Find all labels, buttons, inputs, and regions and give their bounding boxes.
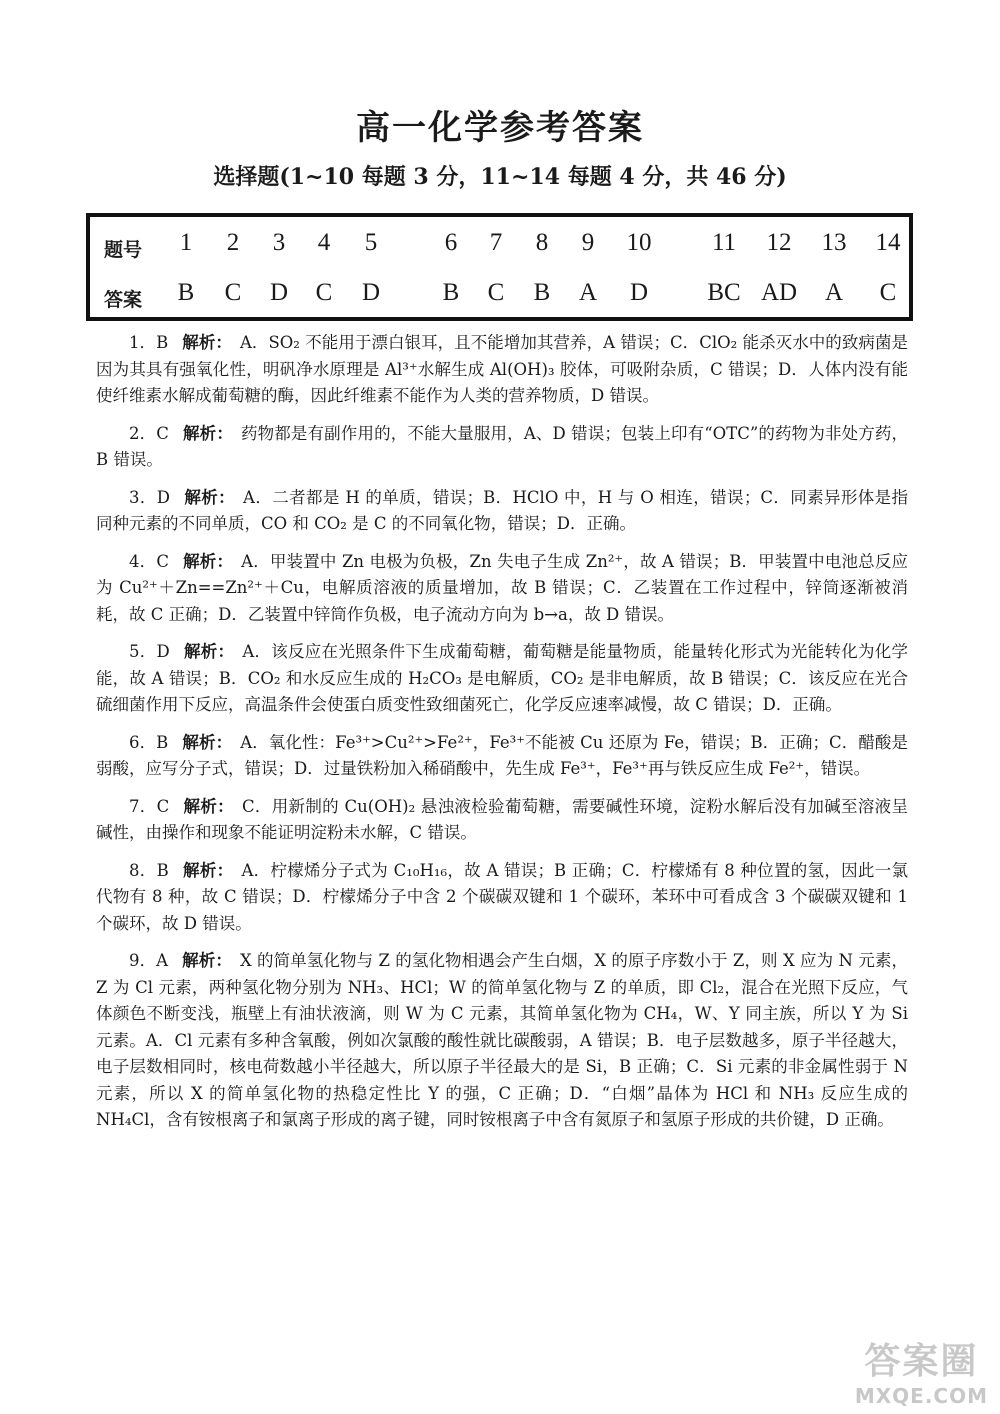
question-number: 4 xyxy=(317,229,331,256)
analysis-text: X 的简单氢化物与 Z 的氢化物相遇会产生白烟，X 的原子序数小于 Z，则 X 应为 N 元素，Z 为 Cl 元素，两种氢化物分别为 NH₃、HCl；W 的简单氢化物与 Z 的单质，即 Cl₂，混合在光照下反应，气体颜色不断变浅，瓶壁上有油状液滴，则 W 为 C 元素，其简单氢化物为 CH₄，W、Y 同主族，所以 Y 为 Si 元素。A．Cl 元素有多种含氧酸，例如次氯酸的酸性就比碳酸弱，A 错误；B．电子层数越多，原子半径越大，电子层数相同时，核电荷数越小半径越大，所以原子半径最大的是 Si，B 正确；C．Si 元素的非金属性弱于 N 元素，所以 X 的简单氢化物的热稳定性比 Y 的强，C 正确；D．“白烟”晶体为 HCl 和 NH₃ 反应生成的 NH₄Cl，含有铵根离子和氯离子形成的离子键，同时铵根离子中含有氮原子和氢原子形成的共价键，D 正确。 xyxy=(96,951,908,1129)
answer-letter: B xyxy=(533,279,551,306)
analysis-label: 解析： xyxy=(182,551,234,571)
question-number: 14 xyxy=(875,229,901,256)
answer-letter: B xyxy=(177,279,195,306)
analysis-item xyxy=(96,485,908,538)
question-number: 8 xyxy=(535,229,549,256)
analysis-item xyxy=(96,330,908,410)
analysis-text: 药物都是有副作用的，不能大量服用，A、D 错误；包装上印有“OTC”的药物为非处方药，B 错误。 xyxy=(96,423,909,469)
analysis-label: 解析： xyxy=(182,860,234,880)
row-label-question-number: 题号 xyxy=(104,239,143,261)
analysis-text: C．用新制的 Cu(OH)₂ 悬浊液检验葡萄糖，需要碱性环境，淀粉水解后没有加碱至溶液呈碱性，由操作和现象不能证明淀粉未水解，C 错误。 xyxy=(96,796,908,842)
analysis-item xyxy=(96,794,908,847)
analysis-item xyxy=(96,549,908,629)
watermark-url: MXQE.COM xyxy=(854,1384,988,1408)
question-answer: 7．C xyxy=(129,796,170,816)
question-number: 10 xyxy=(626,229,652,256)
analysis-text: A．二者都是 H 的单质，错误；B．HClO 中，H 与 O 相连，错误；C．同素异形体是指同种元素的不同单质，CO 和 CO₂ 是 C 的不同氧化物，错误；D．正确。 xyxy=(96,487,909,533)
answer-letter: D xyxy=(269,279,289,306)
answer-letter: C xyxy=(487,279,505,306)
question-number: 9 xyxy=(581,229,595,256)
question-number-row xyxy=(90,229,909,269)
analysis-text: A．柠檬烯分子式为 C₁₀H₁₆，故 A 错误；B 正确；C．柠檬烯有 8 种位置的氢，因此一氯代物有 8 种，故 C 错误；D．柠檬烯分子中含 2 个碳碳双键和 1 个碳环，苯环中可看成含 3 个碳碳双键和 1 个碳环，故 D 错误。 xyxy=(96,860,909,933)
answer-letter: D xyxy=(629,279,649,306)
question-answer: 5．D xyxy=(129,642,170,661)
question-answer: 3．D xyxy=(129,487,170,507)
analysis-label: 解析： xyxy=(182,732,233,752)
analysis-label: 解析： xyxy=(184,487,236,507)
answer-letter: BC xyxy=(707,279,741,306)
question-answer: 4．C xyxy=(129,551,169,571)
analysis-text: A．SO₂ 不能用于漂白银耳，且不能增加其营养，A 错误；C．ClO₂ 能杀灭水中的致病菌是因为其具有强氧化性，明矾净水原理是 Al³⁺水解生成 Al(OH)₃ 胶体，可吸附杂质，C 错误；D．人体内没有能使纤维素水解成葡萄糖的酶，因此纤维素不能作为人类的营养物质，D 错误。 xyxy=(96,333,909,405)
answer-letter: A xyxy=(578,279,598,306)
answer-letter: D xyxy=(361,279,381,306)
answer-letter: A xyxy=(824,279,844,306)
answer-letter: B xyxy=(442,279,460,306)
answer-table xyxy=(86,213,913,321)
analysis-label: 解析： xyxy=(182,423,233,443)
analysis-text: A．氧化性：Fe³⁺>Cu²⁺>Fe²⁺，Fe³⁺不能被 Cu 还原为 Fe，错误；B．正确；C．醋酸是弱酸，应写分子式，错误；D．过量铁粉加入稀硝酸中，先生成 Fe³⁺，Fe³⁺再与铁反应生成 Fe²⁺，错误。 xyxy=(96,732,909,778)
question-answer: 2．C xyxy=(129,423,169,443)
analysis-label: 解析： xyxy=(183,796,234,816)
answer-letter: AD xyxy=(760,279,798,306)
question-number: 7 xyxy=(489,229,503,256)
answer-letter: C xyxy=(224,279,242,306)
page-title: 高一化学参考答案 xyxy=(356,108,644,148)
question-number: 5 xyxy=(364,229,378,256)
analysis-text: A．甲装置中 Zn 电极为负极，Zn 失电子生成 Zn²⁺，故 A 错误；B．甲装置中电池总反应为 Cu²⁺＋Zn==Zn²⁺＋Cu，电解质溶液的质量增加，故 B 错误；C．乙装置在工作过程中，锌筒逐渐被消耗，故 C 正确；D．乙装置中锌筒作负极，电子流动方向为 b→a，故 D 错误。 xyxy=(96,551,909,624)
answer-letter: C xyxy=(879,279,897,306)
question-number: 13 xyxy=(821,229,847,256)
answer-row xyxy=(90,279,909,319)
analysis-item xyxy=(96,730,908,783)
question-answer: 6．B xyxy=(129,732,169,752)
analysis-text: A．该反应在光照条件下生成葡萄糖，葡萄糖是能量物质，能量转化形式为光能转化为化学能，故 A 错误；B．CO₂ 和水反应生成的 H₂CO₃ 是电解质，CO₂ 是非电解质，故 B 错误；C．该反应在光合硫细菌作用下反应，高温条件会使蛋白质变性致细菌死亡，化学反应速率减慢，故 C 错误；D．正确。 xyxy=(96,642,909,714)
question-number: 6 xyxy=(444,229,458,256)
question-answer: 9．A xyxy=(129,951,169,970)
watermark-logo: 答案圈 xyxy=(864,1341,979,1382)
row-label-answer: 答案 xyxy=(104,289,143,311)
question-answer: 1．B xyxy=(129,333,169,352)
analysis-item xyxy=(96,948,908,1134)
section-subtitle: 选择题(1~10 每题 3 分，11~14 每题 4 分，共 46 分) xyxy=(213,164,787,190)
analysis-label: 解析： xyxy=(183,642,235,661)
question-number: 11 xyxy=(711,229,737,256)
question-answer: 8．B xyxy=(129,860,169,880)
analysis-section xyxy=(96,330,908,1145)
analysis-item xyxy=(96,858,908,938)
watermark xyxy=(855,1333,988,1408)
analysis-item xyxy=(96,639,908,719)
question-number: 3 xyxy=(272,229,286,256)
analysis-item xyxy=(96,421,908,474)
analysis-label: 解析： xyxy=(182,951,232,970)
question-number: 1 xyxy=(179,229,193,256)
analysis-label: 解析： xyxy=(182,333,232,352)
question-number: 12 xyxy=(766,229,792,256)
question-number: 2 xyxy=(226,229,240,256)
answer-letter: C xyxy=(315,279,333,306)
